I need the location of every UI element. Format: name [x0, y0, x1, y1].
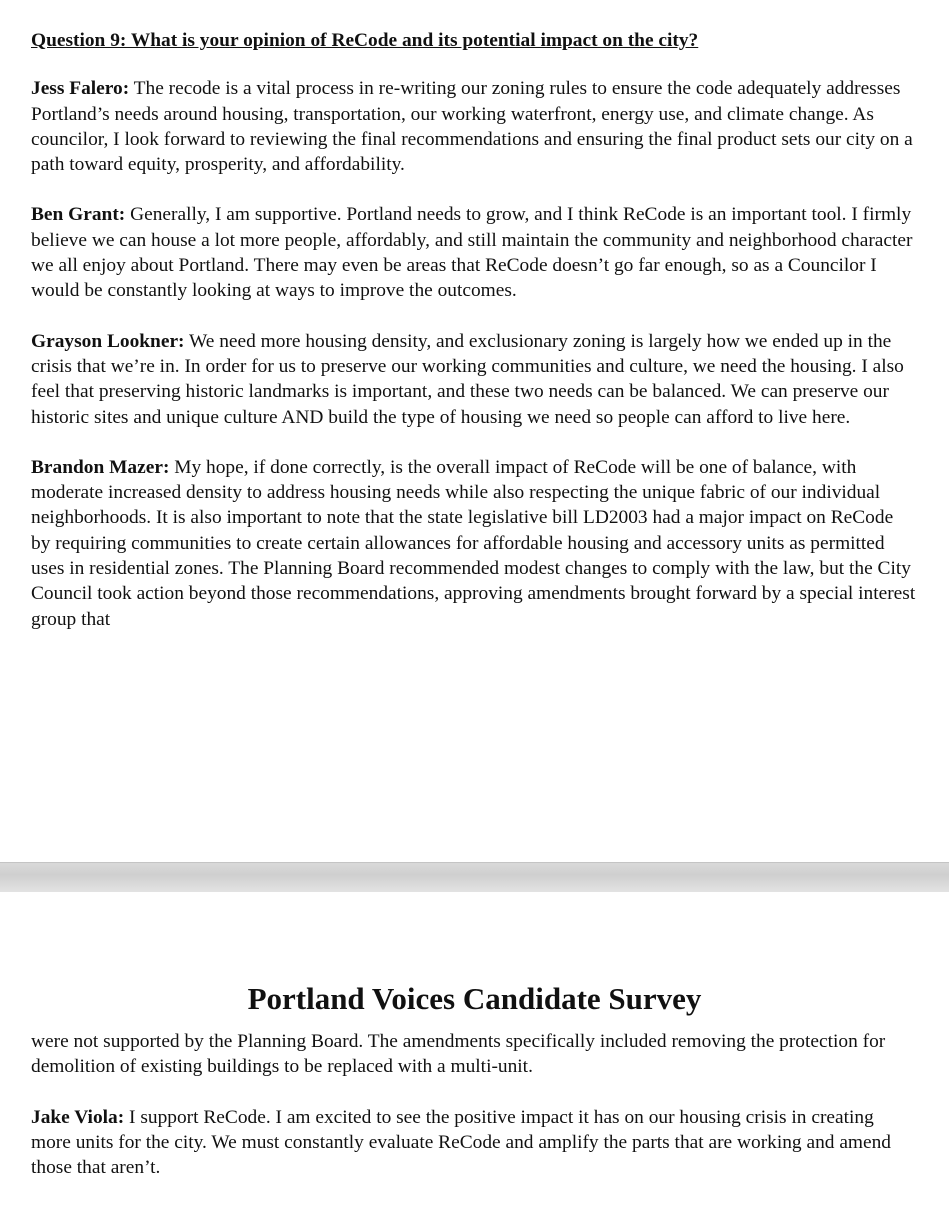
page-bottom-content — [31, 1029, 916, 1205]
answer-text: Generally, I am supportive. Portland needs to grow, and I think ReCode is an important tool. I firmly believe we can house a lot more people, affordably, and still maintain the community and neighborhood character we all enjoy about Portland. There may even be areas that ReCode doesn’t go far enough, so as a Councilor I would be constantly looking at ways to improve the outcomes. — [31, 204, 913, 302]
survey-title: Portland Voices Candidate Survey — [247, 980, 702, 1016]
answer-grayson-lookner — [31, 329, 916, 430]
answer-jess-falero — [31, 76, 916, 177]
answer-text: I support ReCode. I am excited to see the positive impact it has on our housing crisis in creating more units for the city. We must constantly evaluate ReCode and amplify the parts that are working and amend those that aren’t. — [31, 1106, 892, 1179]
question-heading: Question 9: What is your opinion of ReCode and its potential impact on the city? — [31, 30, 699, 51]
answer-text: The recode is a vital process in re-writing our zoning rules to ensure the code adequately addresses Portland’s needs around housing, transportation, our working waterfront, energy use, and climate change. As councilor, I look forward to reviewing the final recommendations and ensuring the final product sets our city on a path toward equity, prosperity, and affordability. — [31, 78, 913, 176]
speaker-name: Ben Grant: — [31, 204, 126, 226]
answer-text: My hope, if done correctly, is the overall impact of ReCode will be one of balance, with moderate increased density to address housing needs while also respecting the unique fabric of our individual neighborhoods. It is also important to note that the state legislative bill LD2003 had a major impact on ReCode by requiring communities to create certain allowances for affordable housing and accessory units as permitted uses in residential zones. The Planning Board recommended modest changes to comply with the law, but the City Council took action beyond those recommendations, approving amendments brought forward by a special interest group that — [31, 456, 916, 630]
speaker-name: Brandon Mazer: — [31, 456, 170, 478]
speaker-name: Jake Viola: — [31, 1106, 125, 1128]
page-top-content — [31, 28, 916, 657]
page-separator — [0, 862, 949, 893]
document-page-bottom — [0, 892, 949, 1200]
answer-jake-viola — [31, 1105, 916, 1181]
answer-continuation: were not supported by the Planning Board. The amendments specifically included removing the protection for demolition of existing buildings to be replaced with a multi-unit. — [31, 1031, 886, 1078]
answer-text: We need more housing density, and exclusionary zoning is largely how we ended up in the crisis that we’re in. In order for us to preserve our working communities and culture, we need the housing. I also feel that preserving historic landmarks is important, and these two needs can be balanced. We can preserve our historic sites and unique culture AND build the type of housing we need so people can afford to live here. — [31, 330, 904, 428]
answer-ben-grant — [31, 202, 916, 303]
speaker-name: Grayson Lookner: — [31, 330, 185, 352]
answer-brandon-mazer — [31, 455, 916, 632]
speaker-name: Jess Falero: — [31, 78, 130, 100]
